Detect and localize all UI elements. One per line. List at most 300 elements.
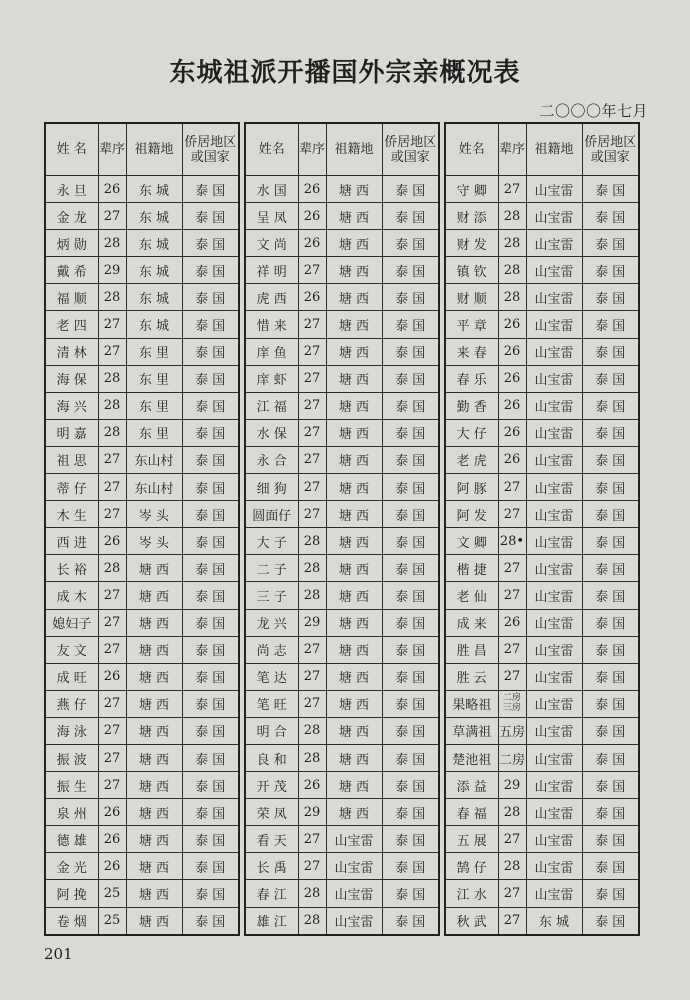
generation-cell: 27 xyxy=(98,582,126,609)
generation-cell: 27 xyxy=(98,772,126,799)
country-cell: 泰 国 xyxy=(582,772,639,799)
origin-cell: 山宝雷 xyxy=(526,582,582,609)
generation-cell: 27 xyxy=(98,474,126,501)
name-cell: 海 泳 xyxy=(45,717,98,744)
origin-cell: 塘 西 xyxy=(326,582,382,609)
origin-header: 祖籍地 xyxy=(126,123,182,176)
name-cell: 开 茂 xyxy=(245,772,298,799)
generation-cell: 27 xyxy=(498,663,526,690)
generation-cell: 27 xyxy=(498,555,526,582)
country-cell: 泰 国 xyxy=(582,636,639,663)
name-cell: 镇 钦 xyxy=(445,257,498,284)
table-row xyxy=(45,609,239,636)
generation-cell: 27 xyxy=(98,744,126,771)
table-row xyxy=(45,582,239,609)
generation-cell: 26 xyxy=(498,338,526,365)
name-cell: 呈 凤 xyxy=(245,203,298,230)
table-row xyxy=(445,853,639,880)
generation-cell: 27 xyxy=(98,446,126,473)
name-cell: 庠 虾 xyxy=(245,365,298,392)
page-number: 201 xyxy=(44,945,73,963)
name-cell: 祥 明 xyxy=(245,257,298,284)
country-cell: 泰 国 xyxy=(382,365,439,392)
table-row xyxy=(445,365,639,392)
name-header: 姓名 xyxy=(445,123,498,176)
country-cell: 泰 国 xyxy=(582,690,639,717)
table-row xyxy=(45,230,239,257)
table-row xyxy=(445,717,639,744)
table-row xyxy=(245,284,439,311)
name-cell: 春 乐 xyxy=(445,365,498,392)
origin-cell: 塘 西 xyxy=(326,772,382,799)
name-cell: 大 子 xyxy=(245,528,298,555)
country-cell: 泰 国 xyxy=(582,501,639,528)
generation-cell: 25 xyxy=(98,907,126,935)
country-cell: 泰 国 xyxy=(182,853,239,880)
name-cell: 老 四 xyxy=(45,311,98,338)
name-cell: 草满祖 xyxy=(445,717,498,744)
name-cell: 明 嘉 xyxy=(45,419,98,446)
generation-cell: 28 xyxy=(298,717,326,744)
table-row xyxy=(445,474,639,501)
country-cell: 泰 国 xyxy=(382,203,439,230)
country-cell: 泰 国 xyxy=(582,528,639,555)
origin-cell: 塘 西 xyxy=(126,690,182,717)
name-header: 姓名 xyxy=(245,123,298,176)
origin-cell: 塘 西 xyxy=(326,528,382,555)
generation-cell: 26 xyxy=(98,176,126,203)
generation-cell: 27 xyxy=(98,690,126,717)
origin-cell: 山宝雷 xyxy=(526,311,582,338)
origin-cell: 山宝雷 xyxy=(526,501,582,528)
origin-cell: 东 里 xyxy=(126,419,182,446)
origin-cell: 山宝雷 xyxy=(526,744,582,771)
name-cell: 楚池祖 xyxy=(445,744,498,771)
country-cell: 泰 国 xyxy=(582,419,639,446)
country-cell: 泰 国 xyxy=(382,717,439,744)
table-row xyxy=(445,203,639,230)
origin-cell: 塘 西 xyxy=(326,663,382,690)
country-cell: 泰 国 xyxy=(382,663,439,690)
table-row xyxy=(45,392,239,419)
origin-cell: 塘 西 xyxy=(126,717,182,744)
name-cell: 戴 希 xyxy=(45,257,98,284)
name-cell: 楷 捷 xyxy=(445,555,498,582)
table-row xyxy=(445,907,639,935)
name-cell: 胜 昌 xyxy=(445,636,498,663)
country-cell: 泰 国 xyxy=(182,230,239,257)
generation-cell: 27 xyxy=(98,501,126,528)
country-cell: 泰 国 xyxy=(182,284,239,311)
name-cell: 虎 西 xyxy=(245,284,298,311)
origin-cell: 山宝雷 xyxy=(526,880,582,907)
country-cell: 泰 国 xyxy=(182,609,239,636)
table-block-1 xyxy=(44,122,240,936)
origin-cell: 塘 西 xyxy=(126,772,182,799)
table-row xyxy=(245,365,439,392)
generation-cell: 26 xyxy=(498,609,526,636)
generation-cell: 27 xyxy=(98,609,126,636)
name-cell: 果略祖 xyxy=(445,690,498,717)
origin-cell: 山宝雷 xyxy=(526,230,582,257)
country-cell: 泰 国 xyxy=(582,446,639,473)
country-cell: 泰 国 xyxy=(182,663,239,690)
generation-cell: 27 xyxy=(298,311,326,338)
name-cell: 勤 香 xyxy=(445,392,498,419)
origin-cell: 塘 西 xyxy=(126,555,182,582)
origin-cell: 塘 西 xyxy=(326,257,382,284)
name-cell: 龙 兴 xyxy=(245,609,298,636)
generation-cell: 26 xyxy=(498,392,526,419)
table-row xyxy=(445,311,639,338)
country-cell: 泰 国 xyxy=(182,636,239,663)
name-cell: 海 保 xyxy=(45,365,98,392)
generation-cell: 27 xyxy=(298,474,326,501)
generation-cell: 27 xyxy=(298,501,326,528)
table-row xyxy=(245,446,439,473)
name-cell: 尚 志 xyxy=(245,636,298,663)
country-cell: 泰 国 xyxy=(382,446,439,473)
country-cell: 泰 国 xyxy=(582,284,639,311)
country-cell: 泰 国 xyxy=(582,257,639,284)
table-row xyxy=(245,392,439,419)
name-cell: 文 卿 xyxy=(445,528,498,555)
table-row xyxy=(445,419,639,446)
origin-cell: 山宝雷 xyxy=(526,555,582,582)
country-cell: 泰 国 xyxy=(382,609,439,636)
origin-cell: 山宝雷 xyxy=(526,203,582,230)
generation-cell: 29 xyxy=(498,772,526,799)
generation-cell: 26 xyxy=(498,446,526,473)
origin-cell: 东 里 xyxy=(126,365,182,392)
name-cell: 胜 云 xyxy=(445,663,498,690)
country-cell: 泰 国 xyxy=(382,311,439,338)
origin-cell: 山宝雷 xyxy=(526,284,582,311)
table-row xyxy=(45,772,239,799)
name-cell: 西 进 xyxy=(45,528,98,555)
origin-cell: 塘 西 xyxy=(326,365,382,392)
origin-cell: 山宝雷 xyxy=(526,690,582,717)
generation-cell: 27 xyxy=(498,474,526,501)
table-row xyxy=(245,257,439,284)
table-row xyxy=(445,772,639,799)
table-row xyxy=(45,365,239,392)
generation-cell: 29 xyxy=(298,609,326,636)
origin-cell: 塘 西 xyxy=(326,419,382,446)
table-row xyxy=(45,311,239,338)
table-row xyxy=(445,257,639,284)
origin-cell: 塘 西 xyxy=(326,799,382,826)
table-row xyxy=(245,311,439,338)
generation-subline: 三房 xyxy=(502,703,521,714)
country-cell: 泰 国 xyxy=(182,826,239,853)
generation-cell: 26 xyxy=(98,663,126,690)
generation-cell: 26 xyxy=(98,799,126,826)
origin-cell: 东 里 xyxy=(126,392,182,419)
origin-cell: 山宝雷 xyxy=(526,636,582,663)
origin-cell: 塘 西 xyxy=(326,717,382,744)
generation-cell: 26 xyxy=(98,528,126,555)
table-row xyxy=(445,690,639,717)
name-cell: 五 展 xyxy=(445,826,498,853)
origin-cell: 塘 西 xyxy=(126,582,182,609)
country-cell: 泰 国 xyxy=(582,907,639,935)
table-row xyxy=(245,528,439,555)
country-cell: 泰 国 xyxy=(582,474,639,501)
country-cell: 泰 国 xyxy=(382,284,439,311)
origin-cell: 山宝雷 xyxy=(526,392,582,419)
name-cell: 惜 来 xyxy=(245,311,298,338)
generation-cell: 27 xyxy=(298,446,326,473)
origin-cell: 山宝雷 xyxy=(526,853,582,880)
origin-cell: 山宝雷 xyxy=(526,528,582,555)
name-cell: 江 福 xyxy=(245,392,298,419)
origin-cell: 塘 西 xyxy=(326,230,382,257)
table-row xyxy=(245,636,439,663)
origin-cell: 塘 西 xyxy=(326,555,382,582)
origin-cell: 东 城 xyxy=(526,907,582,935)
generation-cell: 26 xyxy=(498,365,526,392)
name-cell: 水 保 xyxy=(245,419,298,446)
origin-header: 祖籍地 xyxy=(526,123,582,176)
country-cell: 泰 国 xyxy=(382,880,439,907)
table-row xyxy=(45,338,239,365)
table-row xyxy=(45,474,239,501)
table-row xyxy=(245,772,439,799)
generation-cell: 28 xyxy=(298,744,326,771)
generation-cell: 27 xyxy=(298,853,326,880)
generation-cell: 28 xyxy=(298,880,326,907)
name-cell: 水 国 xyxy=(245,176,298,203)
country-cell: 泰 国 xyxy=(382,744,439,771)
generation-cell: 26 xyxy=(298,203,326,230)
name-cell: 卷 烟 xyxy=(45,907,98,935)
generation-cell: 26 xyxy=(298,772,326,799)
origin-cell: 东 城 xyxy=(126,203,182,230)
generation-cell: 28 xyxy=(98,419,126,446)
name-cell: 良 和 xyxy=(245,744,298,771)
country-cell: 泰 国 xyxy=(182,717,239,744)
name-cell: 守 卿 xyxy=(445,176,498,203)
name-cell: 炳 勋 xyxy=(45,230,98,257)
country-cell: 泰 国 xyxy=(382,176,439,203)
country-cell: 泰 国 xyxy=(182,880,239,907)
table-row xyxy=(445,744,639,771)
country-cell: 泰 国 xyxy=(182,582,239,609)
country-cell: 泰 国 xyxy=(582,609,639,636)
name-cell: 鹄 仔 xyxy=(445,853,498,880)
generation-cell: 28 xyxy=(498,284,526,311)
country-cell: 泰 国 xyxy=(382,690,439,717)
table-row xyxy=(445,799,639,826)
country-cell: 泰 国 xyxy=(182,203,239,230)
table-row xyxy=(45,663,239,690)
country-cell: 泰 国 xyxy=(582,338,639,365)
table-row xyxy=(445,230,639,257)
name-cell: 永 合 xyxy=(245,446,298,473)
country-cell: 泰 国 xyxy=(382,474,439,501)
name-cell: 笔 旺 xyxy=(245,690,298,717)
generation-cell: 26 xyxy=(298,230,326,257)
country-cell: 泰 国 xyxy=(382,636,439,663)
table-row xyxy=(245,663,439,690)
country-cell: 泰 国 xyxy=(182,419,239,446)
generation-cell: 28 xyxy=(98,365,126,392)
header-row xyxy=(445,123,639,176)
generation-cell: 27 xyxy=(498,176,526,203)
table-row xyxy=(445,284,639,311)
country-cell: 泰 国 xyxy=(182,446,239,473)
table-row xyxy=(245,555,439,582)
table-row xyxy=(45,257,239,284)
generation-cell: 27 xyxy=(98,311,126,338)
name-cell: 江 水 xyxy=(445,880,498,907)
name-cell: 木 生 xyxy=(45,501,98,528)
name-cell: 平 章 xyxy=(445,311,498,338)
generation-cell: 28 xyxy=(498,799,526,826)
table-row xyxy=(45,501,239,528)
table-row xyxy=(45,203,239,230)
table-row xyxy=(245,582,439,609)
country-cell: 泰 国 xyxy=(582,663,639,690)
table-row xyxy=(245,203,439,230)
table-row xyxy=(45,176,239,203)
table-block-3 xyxy=(444,122,640,936)
country-cell: 泰 国 xyxy=(382,582,439,609)
table-row xyxy=(245,880,439,907)
table-row xyxy=(445,609,639,636)
origin-cell: 山宝雷 xyxy=(526,663,582,690)
table-row xyxy=(45,799,239,826)
origin-cell: 塘 西 xyxy=(326,690,382,717)
country-cell: 泰 国 xyxy=(582,853,639,880)
name-cell: 长 禹 xyxy=(245,853,298,880)
table-row xyxy=(45,284,239,311)
origin-cell: 山宝雷 xyxy=(526,365,582,392)
header-row xyxy=(45,123,239,176)
origin-cell: 山宝雷 xyxy=(526,799,582,826)
name-cell: 祖 思 xyxy=(45,446,98,473)
country-cell: 泰 国 xyxy=(582,230,639,257)
table-row xyxy=(45,744,239,771)
generation-cell: 26 xyxy=(98,853,126,880)
country-header: 侨居地区或国家 xyxy=(382,123,439,176)
table-row xyxy=(445,880,639,907)
table-row xyxy=(45,528,239,555)
table-row xyxy=(445,555,639,582)
country-cell: 泰 国 xyxy=(182,311,239,338)
generation-cell: 27 xyxy=(498,636,526,663)
origin-cell: 塘 西 xyxy=(126,907,182,935)
origin-cell: 东 城 xyxy=(126,284,182,311)
origin-cell: 塘 西 xyxy=(326,176,382,203)
origin-cell: 东 城 xyxy=(126,257,182,284)
generation-cell: 27 xyxy=(98,203,126,230)
table-row xyxy=(245,826,439,853)
table-row xyxy=(45,717,239,744)
origin-cell: 东 城 xyxy=(126,230,182,257)
country-cell: 泰 国 xyxy=(182,365,239,392)
name-cell: 荣 凤 xyxy=(245,799,298,826)
origin-cell: 塘 西 xyxy=(326,609,382,636)
origin-cell: 塘 西 xyxy=(326,338,382,365)
name-cell: 老 仙 xyxy=(445,582,498,609)
name-cell: 金 龙 xyxy=(45,203,98,230)
date-label: 二〇〇〇年七月 xyxy=(539,102,648,120)
name-cell: 阿 挽 xyxy=(45,880,98,907)
table-row xyxy=(45,853,239,880)
header-row xyxy=(245,123,439,176)
table-row xyxy=(45,446,239,473)
generation-cell: 28 xyxy=(298,582,326,609)
table-row xyxy=(245,501,439,528)
origin-cell: 山宝雷 xyxy=(526,474,582,501)
table-row xyxy=(245,176,439,203)
origin-cell: 东山村 xyxy=(126,446,182,473)
generation-cell: 27 xyxy=(498,880,526,907)
generation-cell: 27 xyxy=(298,690,326,717)
generation-cell: 28• xyxy=(498,528,526,555)
name-cell: 财 添 xyxy=(445,203,498,230)
origin-cell: 岑 头 xyxy=(126,501,182,528)
origin-cell: 塘 西 xyxy=(326,744,382,771)
origin-cell: 山宝雷 xyxy=(526,257,582,284)
table-row xyxy=(445,501,639,528)
country-cell: 泰 国 xyxy=(382,772,439,799)
origin-cell: 东山村 xyxy=(126,474,182,501)
table-row xyxy=(245,744,439,771)
name-cell: 振 波 xyxy=(45,744,98,771)
table-row xyxy=(445,392,639,419)
name-cell: 友 文 xyxy=(45,636,98,663)
name-cell: 蒂 仔 xyxy=(45,474,98,501)
name-cell: 成 来 xyxy=(445,609,498,636)
country-cell: 泰 国 xyxy=(582,880,639,907)
origin-cell: 塘 西 xyxy=(126,609,182,636)
table-row xyxy=(245,230,439,257)
generation-cell: 27 xyxy=(98,636,126,663)
table-row xyxy=(45,419,239,446)
name-header: 姓 名 xyxy=(45,123,98,176)
name-cell: 财 发 xyxy=(445,230,498,257)
country-cell: 泰 国 xyxy=(382,419,439,446)
name-cell: 媳妇子 xyxy=(45,609,98,636)
origin-cell: 山宝雷 xyxy=(326,826,382,853)
table-row xyxy=(45,690,239,717)
origin-cell: 东 城 xyxy=(126,176,182,203)
generation-cell: 26 xyxy=(298,176,326,203)
name-cell: 永 旦 xyxy=(45,176,98,203)
table-row xyxy=(245,609,439,636)
table-row xyxy=(245,690,439,717)
origin-cell: 山宝雷 xyxy=(526,717,582,744)
generation-cell: 27 xyxy=(298,636,326,663)
origin-cell: 塘 西 xyxy=(126,853,182,880)
country-cell: 泰 国 xyxy=(182,257,239,284)
country-cell: 泰 国 xyxy=(582,203,639,230)
origin-cell: 塘 西 xyxy=(326,392,382,419)
name-cell: 大 仔 xyxy=(445,419,498,446)
generation-cell: 29 xyxy=(298,799,326,826)
country-cell: 泰 国 xyxy=(382,257,439,284)
table-row xyxy=(445,826,639,853)
table-row xyxy=(445,446,639,473)
name-cell: 海 兴 xyxy=(45,392,98,419)
country-cell: 泰 国 xyxy=(382,853,439,880)
table-row xyxy=(245,799,439,826)
name-cell: 三 子 xyxy=(245,582,298,609)
name-cell: 细 狗 xyxy=(245,474,298,501)
